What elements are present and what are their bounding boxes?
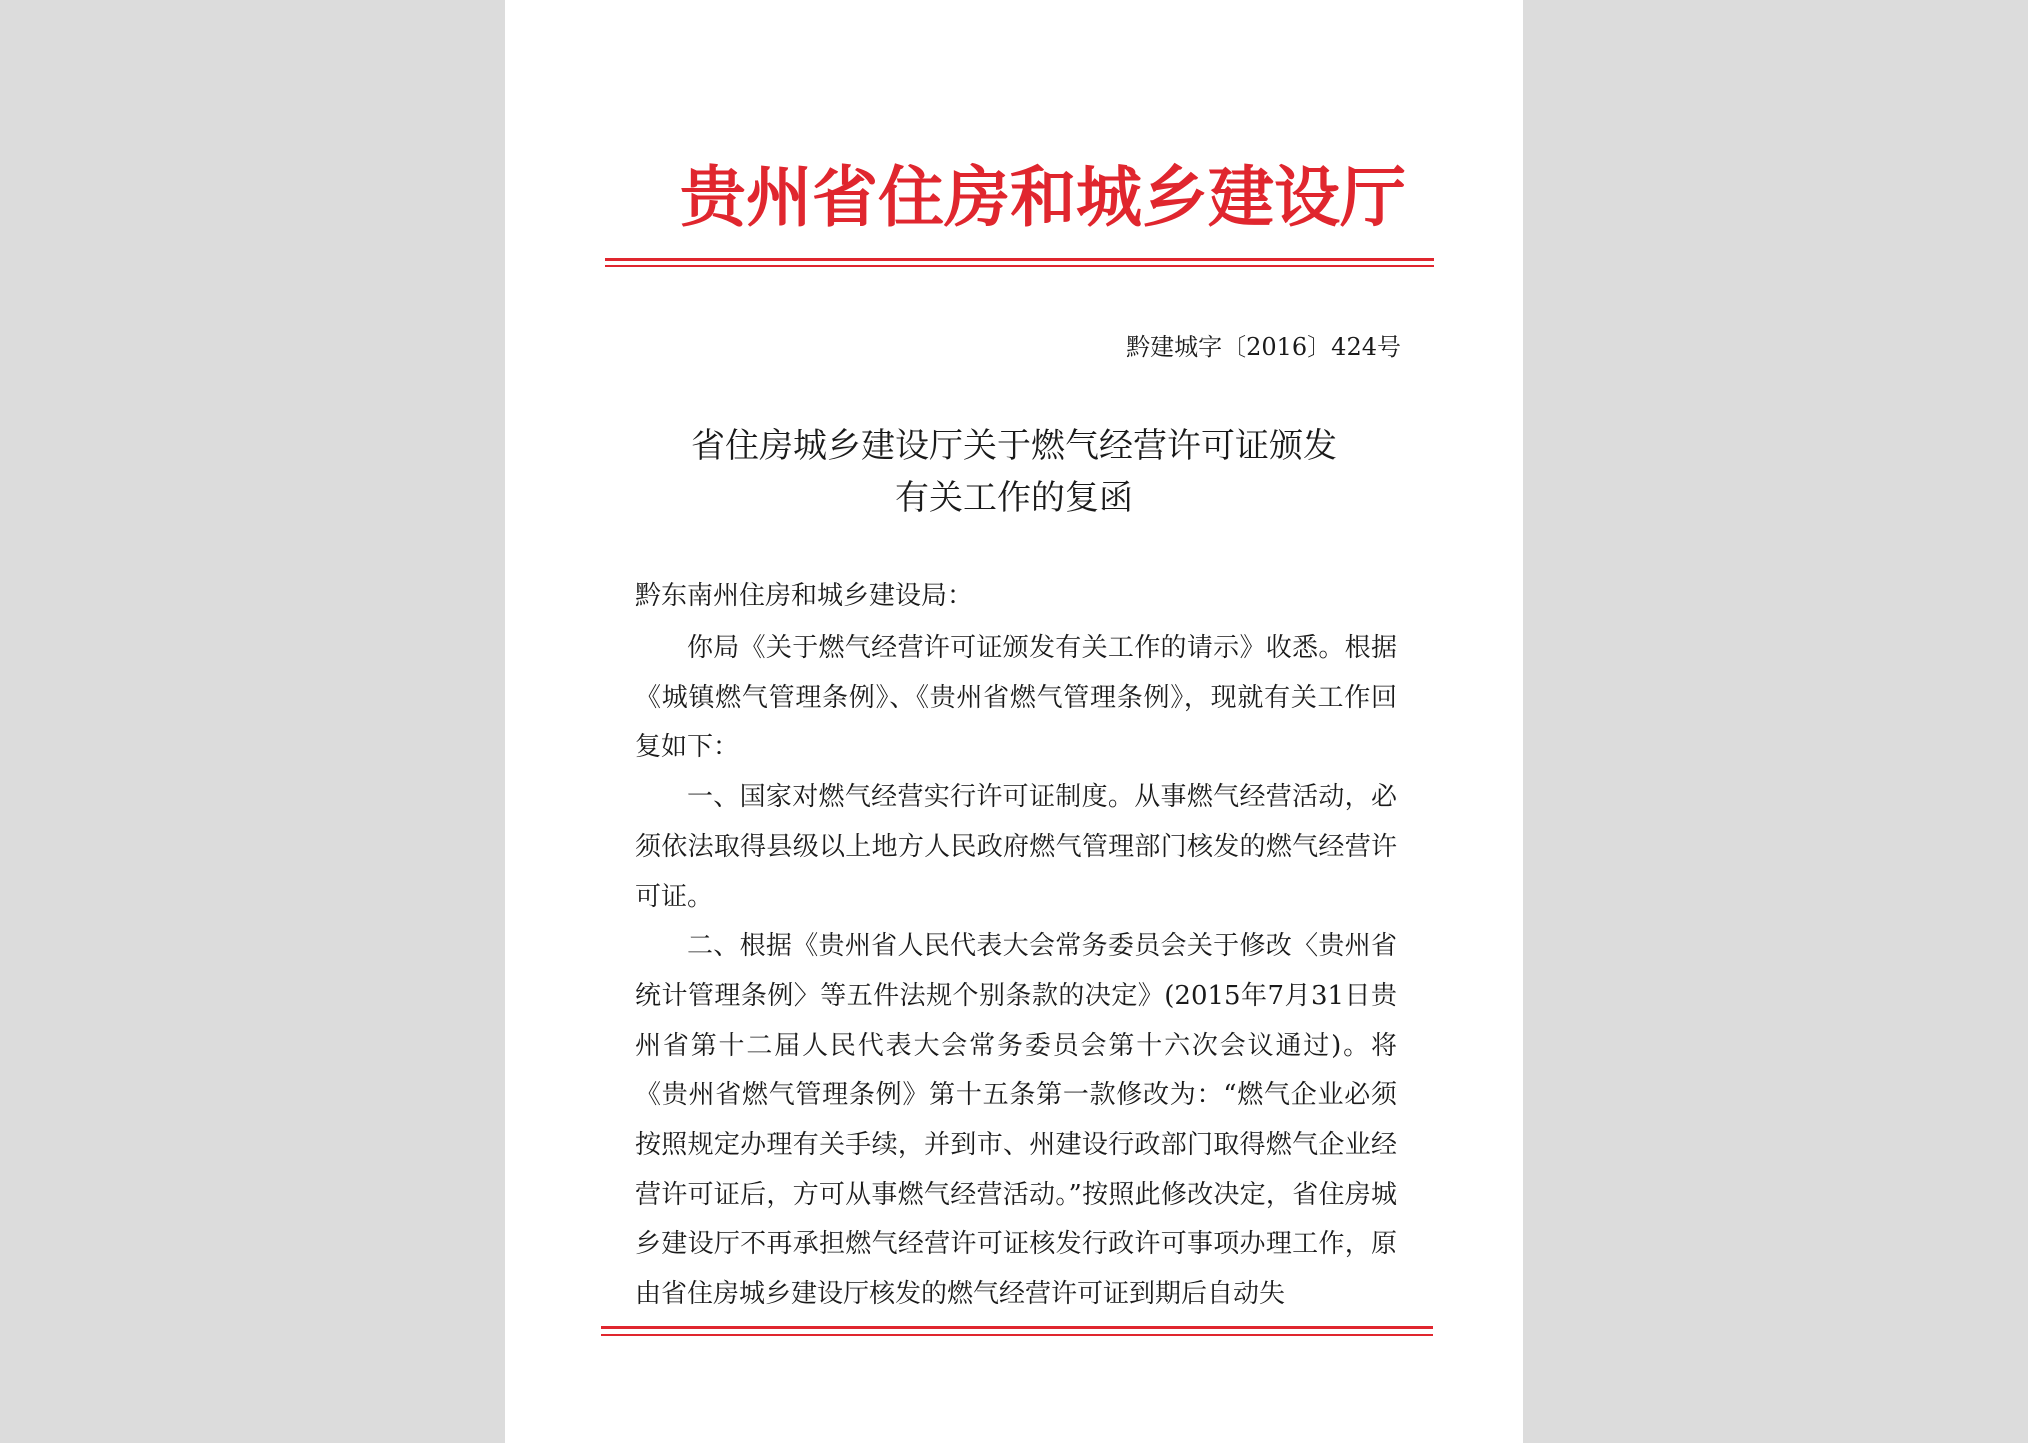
document-page: [505, 0, 1523, 1443]
body-paragraph-intro: 你局《关于燃气经营许可证颁发有关工作的请示》收悉。根据《城镇燃气管理条例》、《贵州省燃气管理条例》，现就有关工作回复如下：: [635, 633, 1397, 763]
footer-red-rule-thin: [601, 1334, 1433, 1336]
document-title-line-1: 省住房城乡建设厅关于燃气经营许可证颁发: [691, 426, 1337, 466]
document-number: 黔建城字〔2016〕424号: [1126, 333, 1401, 361]
document-title: [605, 420, 1423, 524]
footer-red-rule: [601, 1326, 1433, 1329]
document-body: [635, 624, 1397, 1320]
body-paragraph-item-1: 一、国家对燃气经营实行许可证制度。从事燃气经营活动，必须依法取得县级以上地方人民政府燃气管理部门核发的燃气经营许可证。: [635, 782, 1397, 912]
document-title-line-2: 有关工作的复函: [895, 478, 1133, 518]
agency-letterhead-title: 贵州省住房和城乡建设厅: [680, 159, 1406, 236]
body-paragraph-item-2: 二、根据《贵州省人民代表大会常务委员会关于修改〈贵州省统计管理条例〉等五件法规个别条款的决定》(2015年7月31日贵州省第十二届人民代表大会常务委员会第十六次会议通过)。将《贵州省燃气管理条例》第十五条第一款修改为：“燃气企业必须按照规定办理有关手续，并到市、州建设行政部门取得燃气企业经营许可证后，方可从事燃气经营活动。”按照此修改决定，省住房城乡建设厅不再承担燃气经营许可证核发行政许可事项办理工作，原由省住房城乡建设厅核发的燃气经营许可证到期后自动失: [635, 931, 1397, 1310]
addressee: 黔东南州住房和城乡建设局：: [635, 581, 974, 611]
letterhead-red-rule: [605, 258, 1434, 261]
letterhead-red-rule-thin: [605, 265, 1434, 267]
